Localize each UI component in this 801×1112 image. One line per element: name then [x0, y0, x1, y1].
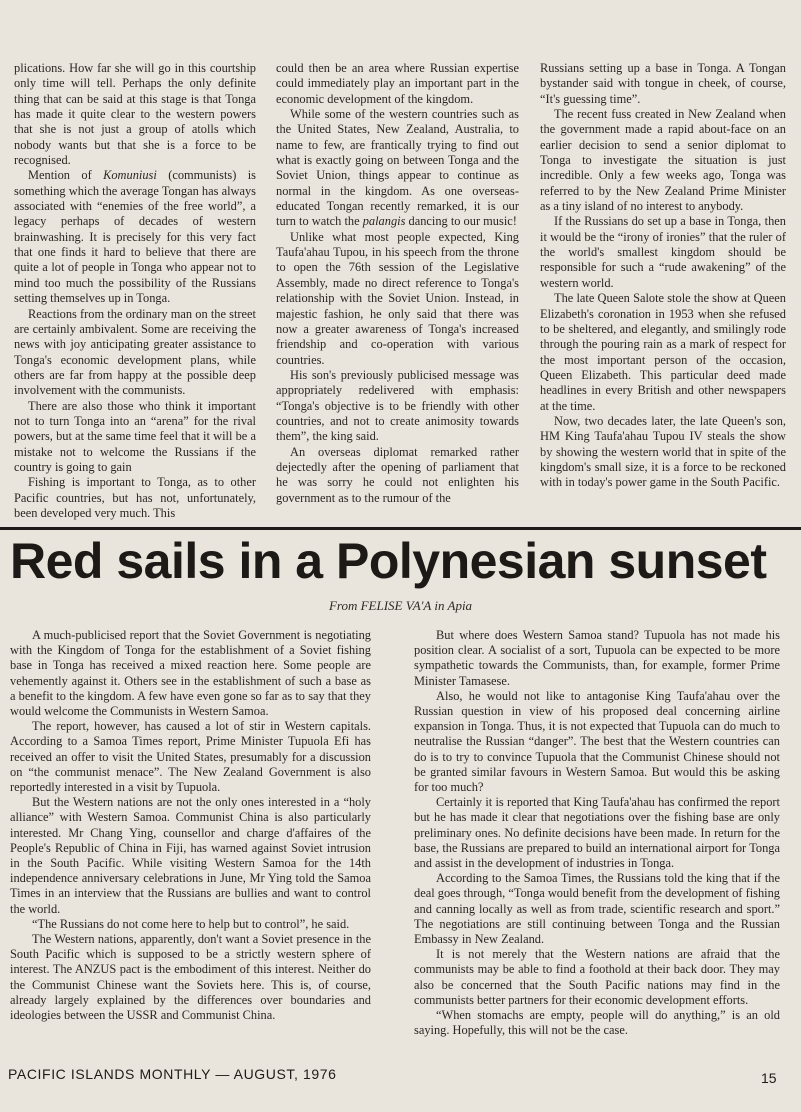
paragraph: The report, however, has caused a lot of stir in Western capitals. According to a Samoa Times report, Prime Minister Tupuola Efi has received an offer to visit the United States, presumably for a discussion on “the communist menace”. The New Zealand Government is also reportedly interested in a visit by Tupuola. [10, 719, 371, 795]
paragraph: If the Russians do set up a base in Tonga, then it would be the “irony of ironies” that the ruler of the world's smallest kingdom should be responsible for such a “rude awakening” of the western world. [540, 214, 786, 290]
paragraph: Reactions from the ordinary man on the street are certainly ambivalent. Some are receiving the news with joy anticipating greater assistance to Tonga's economic development plans, while others are far from happy at the possible deep involvement with the communists. [14, 306, 256, 398]
paragraph: But where does Western Samoa stand? Tupuola has not made his position clear. A socialist of a sort, Tupuola can be expected to be more sympathetic towards the Communists, than, for example, former Prime Minister Tamasese. [414, 628, 780, 688]
italic-term: palangis [362, 214, 406, 229]
article-headline: Red sails in a Polynesian sunset [10, 533, 767, 589]
paragraph: The Western nations, apparently, don't want a Soviet presence in the South Pacific which is supposed to be a strictly western sphere of interest. The ANZUS pact is the embodiment of this interest. Neither do the Communist Chinese want the Soviets here. This is, of course, already largely explained by the differences over boundaries and ideologies between the USSR and Communist China. [10, 932, 371, 1023]
paragraph: Now, two decades later, the late Queen's son, HM King Taufa'ahau Tupou IV steals the show by showing the western world that in spite of the kingdom's small size, it is a force to be reckoned with in today's power game in the South Pacific. [540, 413, 786, 490]
paragraph: The late Queen Salote stole the show at Queen Elizabeth's coronation in 1953 when she refused to be sheltered, and elegantly, and smilingly rode through the pouring rain as a mark of respect for the most important person of the occasion, Queen Elizabeth. This particular deed made headlines in every British and other newspapers at the time. [540, 291, 786, 413]
paragraph: Unlike what most people expected, King Taufa'ahau Tupou, in his speech from the throne to open the 76th session of the Legislative Assembly, made no direct reference to Tonga's relationship with the Soviet Union. Instead, in majestic fashion, he only said that there was now a greater awareness of Tonga's increased friendship and co-operation with various countries. [276, 229, 519, 367]
article-byline: From FELISE VA'A in Apia [328, 598, 473, 613]
paragraph: “When stomachs are empty, people will do anything,” is an old saying. Hopefully, this will not be the case. [414, 1008, 780, 1038]
page-number: 15 [761, 1070, 777, 1086]
paragraph: could then be an area where Russian expertise could immediately play an important part in the economic development of the kingdom. [276, 61, 519, 106]
italic-term: Komuniusi [103, 168, 157, 183]
paragraph: “The Russians do not come here to help but to control”, he said. [32, 916, 350, 931]
paragraph: Also, he would not like to antagonise King Taufa'ahau over the Russian question in view of his proposed deal concerning airline expansion in Tonga. Thus, it is not expected that Tupuola can do much to neutralise the Russian “danger”. The best that the Western countries can do is to try to convince Tupuola that the Communist Chinese should not be granted similar favours in Western Samoa. But would this be asking for too much? [414, 688, 780, 795]
top-column-3 [540, 61, 786, 491]
article-column-2 [414, 628, 780, 1038]
article-column-1 [10, 628, 371, 1023]
top-column-2 [276, 61, 519, 506]
paragraph: There are also those who think it important not to turn Tonga into an “arena” for the rival powers, but at the same time feel that it will be a mistake not to welcome the Russians if the country is going to gain [14, 398, 256, 474]
paragraph: plications. How far she will go in this courtship only time will tell. Perhaps the only definite thing that can be said at this stage is that Tonga has made it quite clear to the western powers that she is not just a group of atolls which nobody wants but that she is a force to be recognised. [14, 61, 256, 168]
paragraph: An overseas diplomat remarked rather dejectedly after the opening of parliament that he was sorry he could not enlighten his government as to the rumour of the [276, 444, 519, 505]
paragraph: Fishing is important to Tonga, as to other Pacific countries, but has not, unfortunately, been developed very much. This [14, 475, 256, 520]
paragraph: According to the Samoa Times, the Russians told the king that if the deal goes through, “Tonga would benefit from the development of fishing and canning locally as well as from trade, scientific research and sport.” The negotiations are still continuing between Tonga and the Russian Embassy in New Zealand. [414, 871, 780, 947]
paragraph: Russians setting up a base in Tonga. A Tongan bystander said with tongue in cheek, of course, “It's guessing time”. [540, 61, 786, 106]
paragraph: The recent fuss created in New Zealand when the government made a rapid about-face on an earlier decision to send a senior diplomat to Tonga to investigate the situation is just incredible. Only a few weeks ago, Tonga was referred to by the New Zealand Prime Minister as a tiny island of no interest to anybody. [540, 107, 786, 214]
paragraph: His son's previously publicised message was appropriately redelivered with emphasis: “Tonga's objective is to be friendly with other countries, and not to create animosity towards them”, the king said. [276, 367, 519, 444]
paragraph: But the Western nations are not the only ones interested in a “holy alliance” with Western Samoa. Communist China is also particularly interested. Mr Chang Ying, counsellor and charge d'affaires of the People's Republic of China in Fiji, has warned against Soviet intrusion in the South Pacific. While visiting Western Samoa for the 14th independence anniversary celebrations in June, Mr Ying told the Samoa Times in an interview that the Russians are bullies and want to control the world. [10, 795, 371, 916]
paragraph: Certainly it is reported that King Taufa'ahau has confirmed the report but he has made it clear that negotiations over the fishing base are only preliminary ones. No definite decisions have been made. In return for the base, the Russians are prepared to build an international airport for Tonga and assist in the development of industries in Tonga. [414, 795, 780, 871]
publication-footer: PACIFIC ISLANDS MONTHLY — AUGUST, 1976 [8, 1066, 337, 1082]
paragraph: A much-publicised report that the Soviet Government is negotiating with the Kingdom of Tonga for the establishment of a Soviet fishing base in Tonga has received a mixed reaction here. Some people are vehemently against it. Others see in the establishment of such a base as a benefit to the kingdom. A few have even gone so far as to say that they would welcome the Communists in Western Samoa. [10, 628, 371, 719]
paragraph: While some of the western countries such as the United States, New Zealand, Australia, to name to few, are frantically trying to find out what is exactly going on between Tonga and the Soviet Union, things appear to continue as normal in the kingdom. As one overseas-educated Tongan recently remarked, it is our turn to watch the palangis dancing to our music! [276, 107, 519, 229]
paragraph: It is not merely that the Western nations are afraid that the communists may be able to find a foothold at their back door. They may also be concerned that the South Pacific nations may find in the communists better partners for their economic development efforts. [414, 947, 780, 1007]
top-column-1 [14, 61, 256, 521]
paragraph: Mention of Komuniusi (communists) is something which the average Tongan has always associated with “enemies of the free world”, a legacy perhaps of decades of western brainwashing. It is precisely for this very fact that one finds it hard to believe that there are quite a lot of people in Tonga who appear not to mind too much the possibility of the Russians setting themselves up in Tonga. [14, 168, 256, 306]
